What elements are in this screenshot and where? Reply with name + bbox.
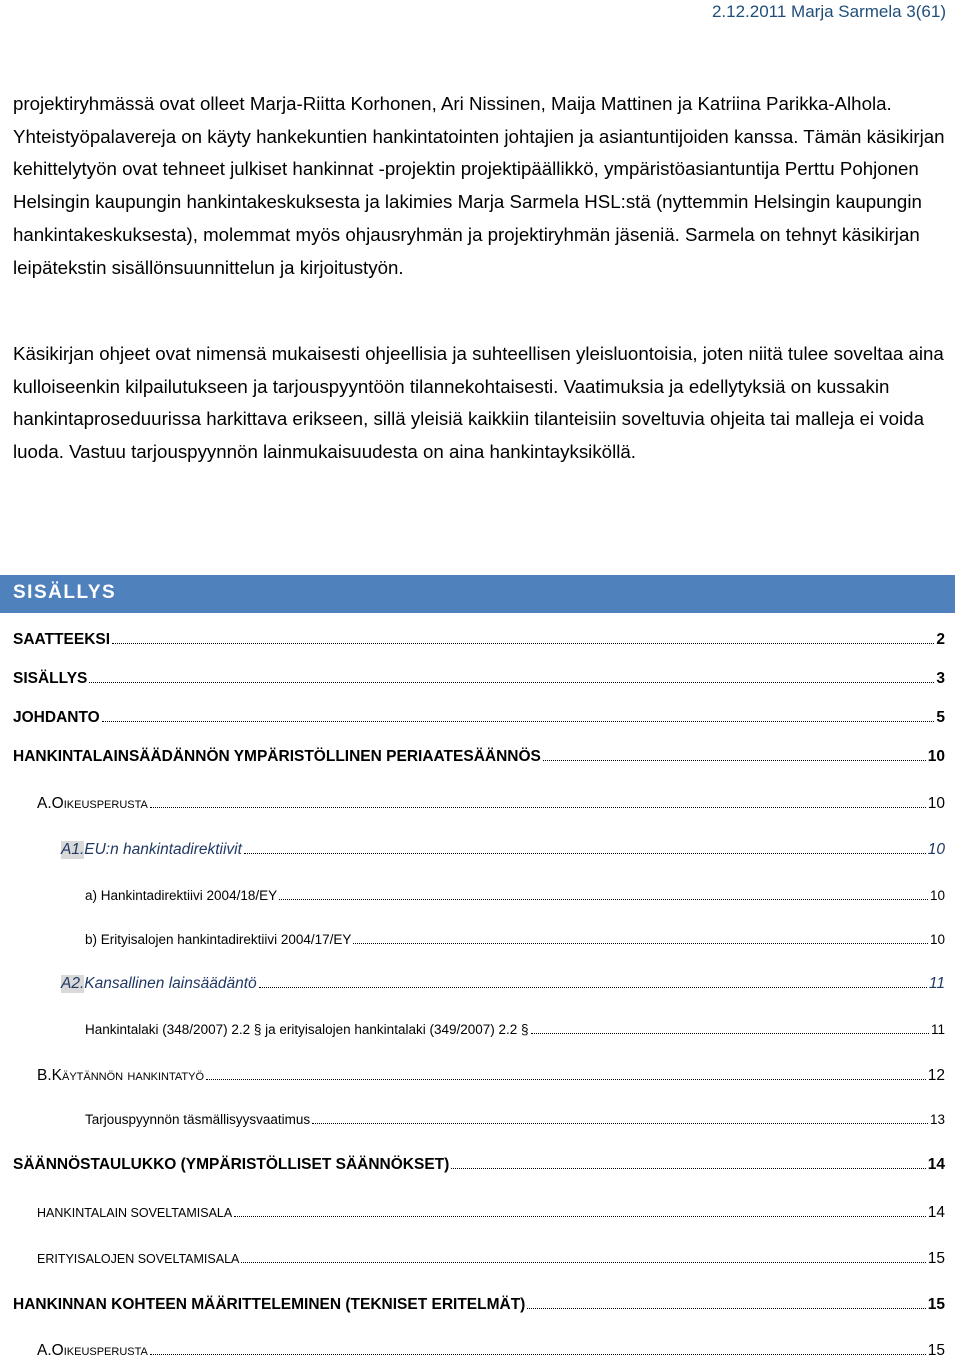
toc-entry-a1-eu-hankintadirektiivit[interactable]: A1. EU:n hankintadirektiivit 10	[61, 841, 945, 858]
toc-entry-a-oikeusperusta[interactable]: A. Oikeusperusta 10	[37, 795, 945, 812]
toc-entry-periaatesaannos[interactable]: HANKINTALAINSÄÄDÄNNÖN YMPÄRISTÖLLINEN PERIAATESÄÄNNÖS 10	[13, 748, 945, 765]
toc-entry-tekniset-eritelmat[interactable]: HANKINNAN KOHTEEN MÄÄRITTELEMINEN (TEKNISET ERITELMÄT) 15	[13, 1296, 945, 1313]
toc-entry-johdanto[interactable]: JOHDANTO 5	[13, 709, 945, 726]
toc-entry-hankintalain-soveltamisala[interactable]: HANKINTALAIN SOVELTAMISALA 14	[37, 1204, 945, 1221]
toc-entry-hankintadirektiivi[interactable]: a) Hankintadirektiivi 2004/18/EY 10	[85, 888, 945, 903]
toc-entry-saatteeksi[interactable]: SAATTEEKSI 2	[13, 631, 945, 648]
paragraph-1: projektiryhmässä ovat olleet Marja-Riitta Korhonen, Ari Nissinen, Maija Mattinen ja Katriina Parikka-Alhola. Yhteistyöpalavereja on käyty hankekuntien hankintatointen johtajien ja asiantuntijoiden kanssa. Tämän käsikirjan kehittelytyön ovat tehneet julkiset hankinnat -projektin projektipäällikkö, ympäristöasiantuntija Perttu Pohjonen Helsingin kaupungin hankintakeskuksesta ja lakimies Marja Sarmela HSL:stä (nyttemmin Helsingin kaupungin hankintakeskuksesta), molemmat myös ohjausryhmän ja projektiryhmän jäseniä. Sarmela on tehnyt käsikirjan leipätekstin sisällönsuunnittelun ja kirjoitustyön.	[13, 93, 945, 278]
toc-entry-erityisalojen-hankintadirektiivi[interactable]: b) Erityisalojen hankintadirektiivi 2004/17/EY 10	[85, 932, 945, 947]
page-header: 2.12.2011 Marja Sarmela 3(61)	[711, 2, 946, 21]
toc-heading: SISÄLLYS	[13, 582, 117, 603]
toc-entry-tasmallisyysvaatimus[interactable]: Tarjouspyynnön täsmällisyysvaatimus 13	[85, 1112, 945, 1127]
toc-entry-sisallys[interactable]: SISÄLLYS 3	[13, 670, 945, 687]
toc-entry-erityisalojen-soveltamisala[interactable]: ERITYISALOJEN SOVELTAMISALA 15	[37, 1250, 945, 1267]
paragraph-2: Käsikirjan ohjeet ovat nimensä mukaisesti ohjeellisia ja suhteellisen yleisluontoisia, joten niitä tulee soveltaa aina kulloiseenkin kilpailutukseen ja tarjouspyyntöön tilannekohtaisesti. Vaatimuksia ja edellytyksiä on kussakin hankintaproseduurissa harkittava erikseen, sillä yleisiä kaikkiin tilanteisiin soveltuvia ohjeita tai malleja ei voida luoda. Vastuu tarjouspyynnön lainmukaisuudesta on aina hankintayksiköllä.	[13, 343, 944, 463]
toc-entry-saannostaulukko[interactable]: SÄÄNNÖSTAULUKKO (YMPÄRISTÖLLISET SÄÄNNÖKSET) 14	[13, 1156, 945, 1173]
toc-entry-b-kaytannon-hankintatyo[interactable]: B. Käytännön hankintatyö 12	[37, 1067, 945, 1084]
toc-entry-a2-kansallinen-lainsaadanto[interactable]: A2. Kansallinen lainsäädäntö 11	[61, 975, 945, 992]
toc-heading-banner	[0, 575, 955, 613]
toc-entry-hankintalaki[interactable]: Hankintalaki (348/2007) 2.2 § ja erityisalojen hankintalaki (349/2007) 2.2 § 11	[85, 1022, 945, 1037]
toc-entry-a-oikeusperusta-2[interactable]: A. Oikeusperusta 15	[37, 1342, 945, 1359]
